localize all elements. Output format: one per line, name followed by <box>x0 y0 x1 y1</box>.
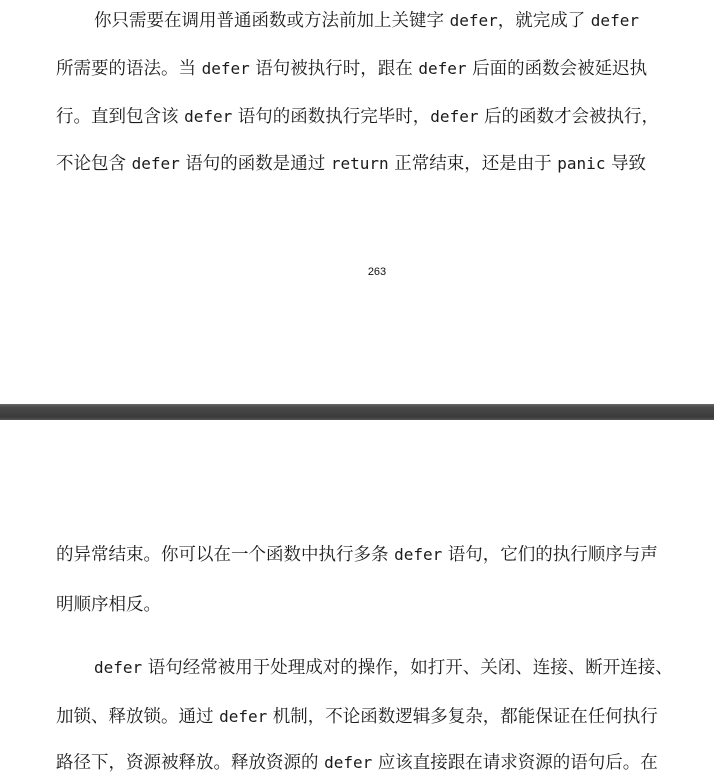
paragraph-line <box>56 149 702 179</box>
text-run: 应该直接跟在请求资源的语句后。在 <box>372 753 658 773</box>
text-run: 后面的函数会被延迟执 <box>466 59 648 79</box>
text-run: 导致 <box>605 154 647 174</box>
text-run: 路径下，资源被释放。释放资源的 <box>56 753 325 773</box>
text-run: 的异常结束。你可以在一个函数中执行多条 <box>56 545 395 565</box>
text-run: 语句的函数执行完毕时， <box>232 107 431 127</box>
text-run: 后的函数才会被执行， <box>478 107 660 127</box>
text-run: 机制，不论函数逻辑多复杂，都能保证在任何执行 <box>267 707 658 727</box>
text-run: 语句经常被用于处理成对的操作，如打开、关闭、连接、断开连接、 <box>142 658 673 678</box>
inline-code: defer <box>418 59 467 78</box>
text-run: ，就完成了 <box>497 11 591 31</box>
inline-code: defer <box>394 545 443 564</box>
text-run: 加锁、释放锁。通过 <box>56 707 220 727</box>
inline-code: defer <box>201 59 250 78</box>
text-run: 正常结束，还是由于 <box>388 154 558 174</box>
page-separator <box>0 404 714 420</box>
text-run: 不论包含 <box>56 154 132 174</box>
inline-code: defer <box>219 707 268 726</box>
inline-code: defer <box>184 107 233 126</box>
text-run: 语句的函数是通过 <box>179 154 331 174</box>
inline-code: defer <box>324 753 373 772</box>
paragraph-line <box>56 590 702 620</box>
paragraph-line <box>56 54 702 84</box>
inline-code: return <box>330 154 389 173</box>
paragraph-line <box>94 653 702 683</box>
document-page-bottom <box>0 420 714 781</box>
inline-code: panic <box>557 154 606 173</box>
paragraph-line <box>56 540 702 570</box>
text-run: 所需要的语法。当 <box>56 59 202 79</box>
paragraph-line <box>56 102 702 132</box>
paragraph-line <box>56 748 702 778</box>
inline-code: defer <box>449 11 498 30</box>
text-run: 行。直到包含该 <box>56 107 185 127</box>
paragraph-line <box>94 6 702 36</box>
page-number: 263 <box>367 266 387 278</box>
text-run: 语句，它们的执行顺序与声 <box>442 545 658 565</box>
text-run: 明顺序相反。 <box>56 595 161 615</box>
inline-code: defer <box>590 11 639 30</box>
text-run: 语句被执行时，跟在 <box>249 59 419 79</box>
inline-code: defer <box>430 107 479 126</box>
paragraph-line <box>56 702 702 732</box>
inline-code: defer <box>131 154 180 173</box>
inline-code: defer <box>94 658 143 677</box>
text-run: 你只需要在调用普通函数或方法前加上关键字 <box>94 11 450 31</box>
